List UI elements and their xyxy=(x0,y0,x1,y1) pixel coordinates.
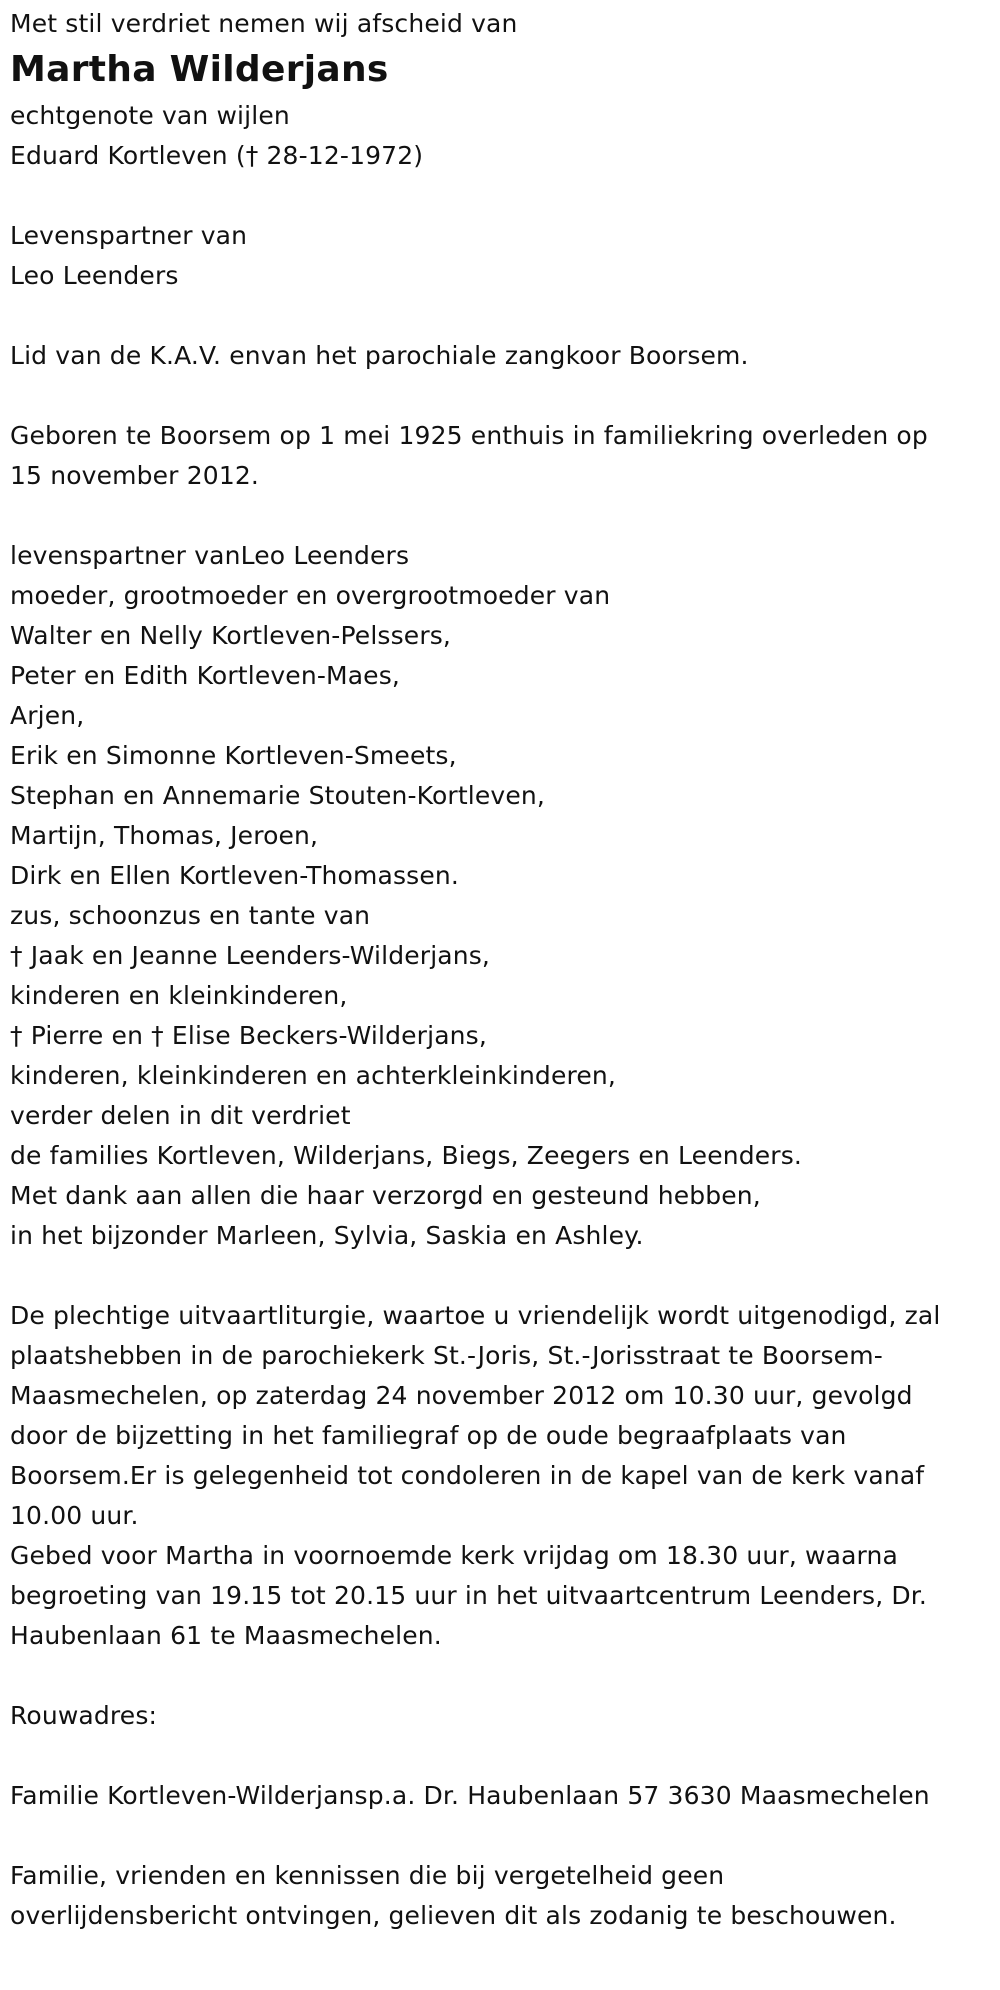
family-line: Walter en Nelly Kortleven-Pelssers, xyxy=(10,621,452,650)
deceased-name: Martha Wilderjans xyxy=(10,49,389,90)
funeral-line: plaatshebben in de parochiekerk St.-Joris, St.-Jorisstraat te Boorsem- xyxy=(10,1341,883,1370)
family-line: † Jaak en Jeanne Leenders-Wilderjans, xyxy=(10,941,491,970)
family-line: Met dank aan allen die haar verzorgd en gesteund hebben, xyxy=(10,1181,761,1210)
funeral-line: Boorsem.Er is gelegenheid tot condoleren in de kapel van de kerk vanaf xyxy=(10,1461,925,1490)
funeral-line: door de bijzetting in het familiegraf op de oude begraafplaats van xyxy=(10,1421,847,1450)
spacer xyxy=(10,1656,995,1696)
spacer xyxy=(10,1816,995,1856)
intro-text: Met stil verdriet nemen wij afscheid van xyxy=(10,9,518,38)
family-list xyxy=(10,536,995,1256)
family-line: moeder, grootmoeder en overgrootmoeder van xyxy=(10,581,611,610)
closing-line: Familie, vrienden en kennissen die bij vergetelheid geen xyxy=(10,1861,725,1890)
funeral-paragraph xyxy=(10,1296,995,1656)
family-line: Arjen, xyxy=(10,701,85,730)
funeral-line: Maasmechelen, op zaterdag 24 november 2012 om 10.30 uur, gevolgd xyxy=(10,1381,913,1410)
family-line: Dirk en Ellen Kortleven-Thomassen. xyxy=(10,861,459,890)
family-line: kinderen, kleinkinderen en achterkleinkinderen, xyxy=(10,1061,616,1090)
spacer xyxy=(10,296,995,336)
spouse-line-1: echtgenote van wijlen xyxy=(10,101,290,130)
address-value: Familie Kortleven-Wilderjansp.a. Dr. Haubenlaan 57 3630 Maasmechelen xyxy=(10,1781,930,1810)
family-line: Peter en Edith Kortleven-Maes, xyxy=(10,661,400,690)
spacer xyxy=(10,496,995,536)
partner-line-1: Levenspartner van xyxy=(10,221,248,250)
family-line: zus, schoonzus en tante van xyxy=(10,901,371,930)
obituary-notice xyxy=(10,4,995,1936)
funeral-line: Gebed voor Martha in voornoemde kerk vrijdag om 18.30 uur, waarna xyxy=(10,1541,898,1570)
birth-death-paragraph xyxy=(10,416,995,496)
address-label: Rouwadres: xyxy=(10,1701,158,1730)
closing-paragraph xyxy=(10,1856,995,1936)
spouse-line-2: Eduard Kortleven († 28-12-1972) xyxy=(10,141,424,170)
family-line: Stephan en Annemarie Stouten-Kortleven, xyxy=(10,781,545,810)
family-line: levenspartner vanLeo Leenders xyxy=(10,541,410,570)
family-line: † Pierre en † Elise Beckers-Wilderjans, xyxy=(10,1021,487,1050)
spacer xyxy=(10,376,995,416)
family-line: Erik en Simonne Kortleven-Smeets, xyxy=(10,741,457,770)
birth-death-line: 15 november 2012. xyxy=(10,461,260,490)
spacer xyxy=(10,1256,995,1296)
family-line: verder delen in dit verdriet xyxy=(10,1101,351,1130)
funeral-line: begroeting van 19.15 tot 20.15 uur in het uitvaartcentrum Leenders, Dr. xyxy=(10,1581,928,1610)
partner-line-2: Leo Leenders xyxy=(10,261,179,290)
spacer xyxy=(10,176,995,216)
family-line: de families Kortleven, Wilderjans, Biegs, Zeegers en Leenders. xyxy=(10,1141,802,1170)
funeral-line: 10.00 uur. xyxy=(10,1501,139,1530)
closing-line: overlijdensbericht ontvingen, gelieven dit als zodanig te beschouwen. xyxy=(10,1901,897,1930)
birth-death-line: Geboren te Boorsem op 1 mei 1925 enthuis in familiekring overleden op xyxy=(10,421,928,450)
family-line: Martijn, Thomas, Jeroen, xyxy=(10,821,319,850)
family-line: in het bijzonder Marleen, Sylvia, Saskia en Ashley. xyxy=(10,1221,644,1250)
funeral-line: Haubenlaan 61 te Maasmechelen. xyxy=(10,1621,442,1650)
membership-text: Lid van de K.A.V. envan het parochiale zangkoor Boorsem. xyxy=(10,341,749,370)
spacer xyxy=(10,1736,995,1776)
funeral-line: De plechtige uitvaartliturgie, waartoe u vriendelijk wordt uitgenodigd, zal xyxy=(10,1301,941,1330)
family-line: kinderen en kleinkinderen, xyxy=(10,981,348,1010)
